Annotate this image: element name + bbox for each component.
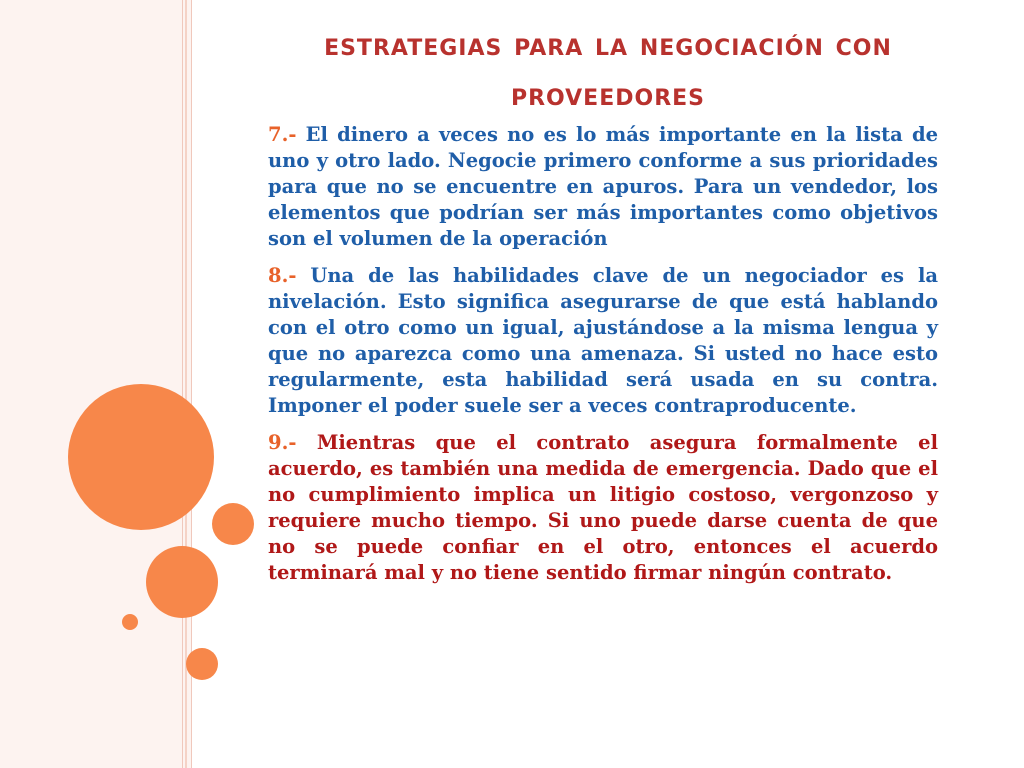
item-text: El dinero a veces no es lo más importante en la lista de uno y otro lado. Negocie primero conforme a sus prioridades para que no se encuentre en apuros. Para un vendedor, los elementos que podrían ser más importantes como objetivos son el volumen de la operación	[268, 123, 938, 250]
decor-circle-small	[212, 503, 254, 545]
decor-line	[182, 0, 183, 768]
paragraph-item-9	[268, 430, 938, 586]
paragraph-item-7	[268, 122, 938, 252]
decor-circle-small	[186, 648, 218, 680]
item-number: 9.-	[268, 431, 297, 454]
item-number: 7.-	[268, 123, 297, 146]
decor-circle-tiny	[122, 614, 138, 630]
item-text: Una de las habilidades clave de un negociador es la nivelación. Esto significa asegurarse de que está hablando con el otro como un igual, ajustándose a la misma lengua y que no aparezca como una amenaza. Si usted no hace esto regularmente, esta habilidad será usada en su contra. Imponer el poder suele ser a veces contraproducente.	[268, 264, 938, 417]
decor-connector-line	[185, 0, 187, 768]
item-number: 8.-	[268, 264, 297, 287]
paragraph-item-8	[268, 263, 938, 419]
slide-title: estrategias para la negociación con proveedores	[324, 27, 892, 113]
decor-circle-large	[68, 384, 214, 530]
decor-circle-medium	[146, 546, 218, 618]
slide-body	[268, 122, 938, 597]
item-text: Mientras que el contrato asegura formalmente el acuerdo, es también una medida de emergencia. Dado que el no cumplimiento implica un litigio costoso, vergonzoso y requiere mucho tiempo. Si uno puede darse cuenta de que no se puede confiar en el otro, entonces el acuerdo terminará mal y no tiene sentido firmar ningún contrato.	[268, 431, 938, 584]
left-decor-strip	[0, 0, 192, 768]
